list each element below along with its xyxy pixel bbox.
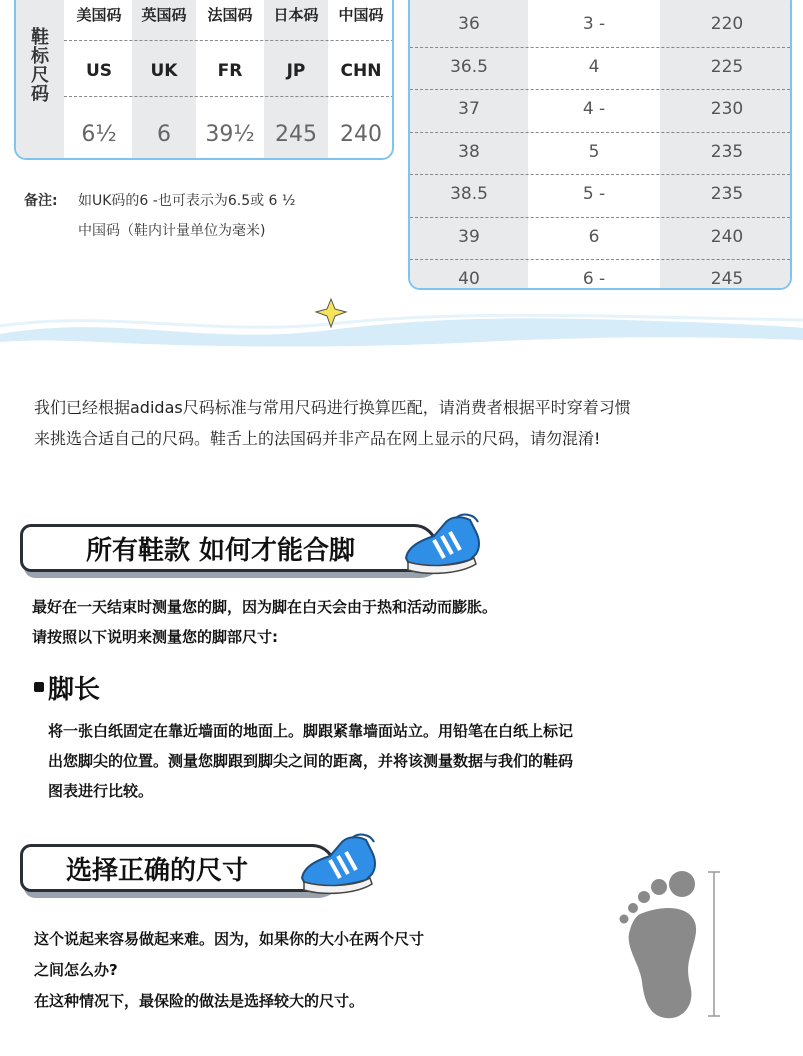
table-cell: 5 - xyxy=(582,184,606,204)
table-cell: 235 xyxy=(710,184,744,204)
header-en-jp: JP xyxy=(286,61,306,81)
header-cn-chn: 中国码 xyxy=(338,6,384,24)
foot-length-line-1: 将一张白纸固定在靠近墙面的地面上。脚跟紧靠墙面站立。用铅笔在白纸上标记 xyxy=(48,722,574,740)
value-fr: 39½ xyxy=(205,122,255,147)
value-jp: 245 xyxy=(275,122,317,147)
table-cell: 36.5 xyxy=(450,56,488,77)
value-uk: 6 xyxy=(157,122,171,147)
table-cell: 220 xyxy=(710,14,744,34)
note-label: 备注: xyxy=(24,193,58,209)
header-en-chn: CHN xyxy=(340,61,382,81)
foot-length-title: 脚长 xyxy=(48,675,101,705)
size-conversion-card xyxy=(14,0,394,160)
section1-line-2: 请按照以下说明来测量您的脚部尺寸: xyxy=(32,628,279,646)
section-title-choose-size: 选择正确的尺寸 xyxy=(66,856,249,886)
table-cell: 235 xyxy=(710,141,744,162)
note-line-2: 中国码（鞋内计量单位为毫米) xyxy=(78,223,266,239)
table-cell: 225 xyxy=(710,56,744,77)
section2-line-2: 之间怎么办? xyxy=(34,961,118,979)
foot-length-line-2: 出您脚尖的位置。测量您脚跟到脚尖之间的距离，并将该测量数据与我们的鞋码 xyxy=(48,752,574,770)
header-cn-jp: 日本码 xyxy=(273,6,319,24)
table-row-divider xyxy=(410,132,790,133)
table-cell: 36 xyxy=(458,14,480,34)
shoe-icon xyxy=(400,512,484,578)
table-cell: 39 xyxy=(458,226,480,247)
table-cell: 5 xyxy=(588,141,600,162)
header-en-fr: FR xyxy=(217,61,243,81)
header-en-uk: UK xyxy=(150,61,178,81)
table-cell: 38.5 xyxy=(450,184,488,204)
header-cn-us: 美国码 xyxy=(76,6,122,24)
table-cell: 245 xyxy=(710,269,744,289)
section-title-all-shoes: 所有鞋款 如何才能合脚 xyxy=(86,536,356,566)
value-chn: 240 xyxy=(340,122,382,147)
table-cell: 38 xyxy=(458,141,480,162)
table-row-divider xyxy=(410,259,790,260)
sparkle-icon xyxy=(314,298,348,328)
divider xyxy=(64,40,394,41)
section1-line-1: 最好在一天结束时测量您的脚，因为脚在白天会由于热和活动而膨胀。 xyxy=(32,598,498,616)
section2-line-1: 这个说起来容易做起来难。因为，如果你的大小在两个尺寸 xyxy=(34,930,425,948)
foot-measure-icon xyxy=(600,866,730,1026)
intro-line-1: 我们已经根据adidas尺码标准与常用尺码进行换算匹配，请消费者根据平时穿着习惯 xyxy=(34,398,631,417)
foot-length-line-3: 图表进行比较。 xyxy=(48,782,154,800)
table-cell: 230 xyxy=(710,99,744,119)
divider xyxy=(64,96,394,97)
wave-divider xyxy=(0,296,803,356)
shoe-icon xyxy=(296,832,380,898)
intro-line-2: 来挑选合适自己的尺码。鞋舌上的法国码并非产品在网上显示的尺码，请勿混淆! xyxy=(34,429,601,448)
table-cell: 4 xyxy=(588,56,600,77)
size-table xyxy=(408,0,792,290)
note-line-1: 如UK码的6 -也可表示为6.5或 6 ½ xyxy=(78,193,296,209)
header-cn-fr: 法国码 xyxy=(207,6,253,24)
table-row-divider xyxy=(410,217,790,218)
header-cn-uk: 英国码 xyxy=(141,6,187,24)
table-cell: 37 xyxy=(458,99,480,119)
table-row-divider xyxy=(410,47,790,48)
table-cell: 3 - xyxy=(582,14,606,34)
table-row-divider xyxy=(410,174,790,175)
table-row-divider xyxy=(410,89,790,90)
table-cell: 4 - xyxy=(582,99,606,119)
value-us: 6½ xyxy=(81,122,117,147)
sidebar-label: 鞋标尺码 xyxy=(31,27,49,105)
section2-line-3: 在这种情况下，最保险的做法是选择较大的尺寸。 xyxy=(34,992,365,1010)
table-cell: 6 - xyxy=(582,269,606,289)
table-cell: 240 xyxy=(710,226,744,247)
table-cell: 40 xyxy=(458,269,480,289)
table-cell: 6 xyxy=(588,226,600,247)
bullet-icon xyxy=(34,682,44,692)
header-en-us: US xyxy=(85,61,113,81)
